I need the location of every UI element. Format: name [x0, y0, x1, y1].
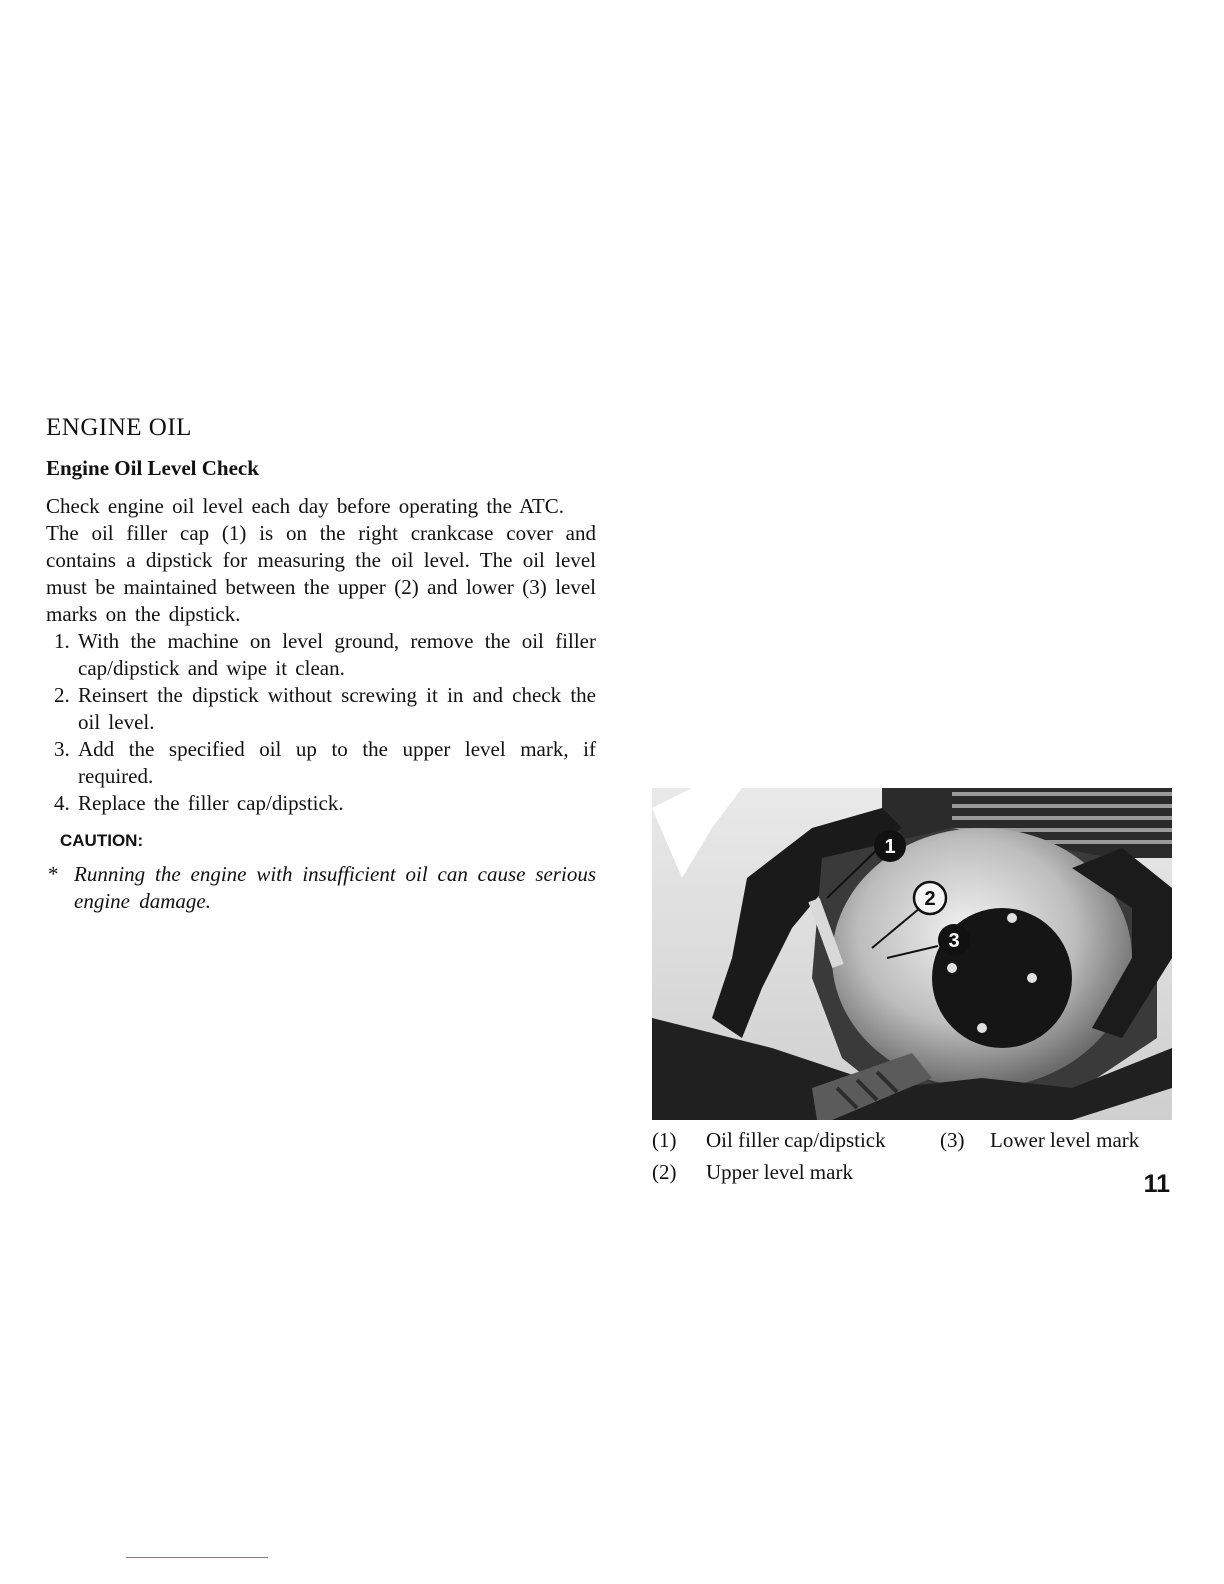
step-item: [46, 790, 596, 817]
step-text: Replace the filler cap/dipstick.: [78, 791, 344, 815]
legend-number: (2): [652, 1160, 677, 1184]
page-number: 11: [1143, 1170, 1170, 1198]
legend-row: [652, 1128, 1172, 1160]
callout-3: [938, 924, 970, 956]
step-item: [46, 628, 596, 682]
footer-rule: [126, 1557, 268, 1558]
asterisk-marker: *: [48, 862, 59, 886]
legend-item-1: [652, 1128, 886, 1153]
subsection-title: Engine Oil Level Check: [46, 456, 259, 480]
step-number: 3.: [54, 737, 70, 761]
caution-text: Running the engine with insufficient oil can cause serious engine damage.: [74, 862, 596, 913]
step-text: Reinsert the dipstick without screwing it in and check the oil level.: [78, 683, 596, 734]
step-number: 1.: [54, 629, 70, 653]
legend-row: [652, 1160, 1172, 1192]
step-number: 4.: [54, 791, 70, 815]
svg-text:3: 3: [948, 930, 960, 952]
legend-item-3: [940, 1128, 1139, 1153]
intro-paragraph-1: Check engine oil level each day before operating the ATC.: [46, 494, 564, 518]
step-item: [46, 736, 596, 790]
step-item: [46, 682, 596, 736]
legend-item-2: [652, 1160, 853, 1185]
caution-note: [46, 861, 596, 915]
caution-heading: CAUTION:: [60, 831, 144, 850]
procedure-steps: [46, 628, 596, 817]
section-title: ENGINE OIL: [46, 414, 192, 441]
legend-label: Oil filler cap/dipstick: [706, 1128, 886, 1152]
callout-2: [914, 882, 946, 914]
step-text: With the machine on level ground, remove the oil filler cap/dipstick and wipe it clean.: [78, 629, 596, 680]
legend-number: (1): [652, 1128, 677, 1152]
svg-text:1: 1: [884, 836, 896, 858]
legend-number: (3): [940, 1128, 965, 1152]
figure-legend: [652, 1128, 1172, 1192]
engine-oil-section: [46, 414, 596, 915]
callout-1: [874, 830, 906, 862]
legend-label: Lower level mark: [990, 1128, 1140, 1152]
step-text: Add the specified oil up to the upper level mark, if required.: [78, 737, 596, 788]
engine-photo: [652, 788, 1172, 1120]
intro-paragraph-2: The oil filler cap (1) is on the right crankcase cover and contains a dipstick for measuring the oil level. The oil level must be maintained between the upper (2) and lower (3) level marks on the dipstick.: [46, 521, 596, 626]
step-number: 2.: [54, 683, 70, 707]
svg-text:2: 2: [924, 888, 936, 910]
legend-label: Upper level mark: [706, 1160, 853, 1184]
